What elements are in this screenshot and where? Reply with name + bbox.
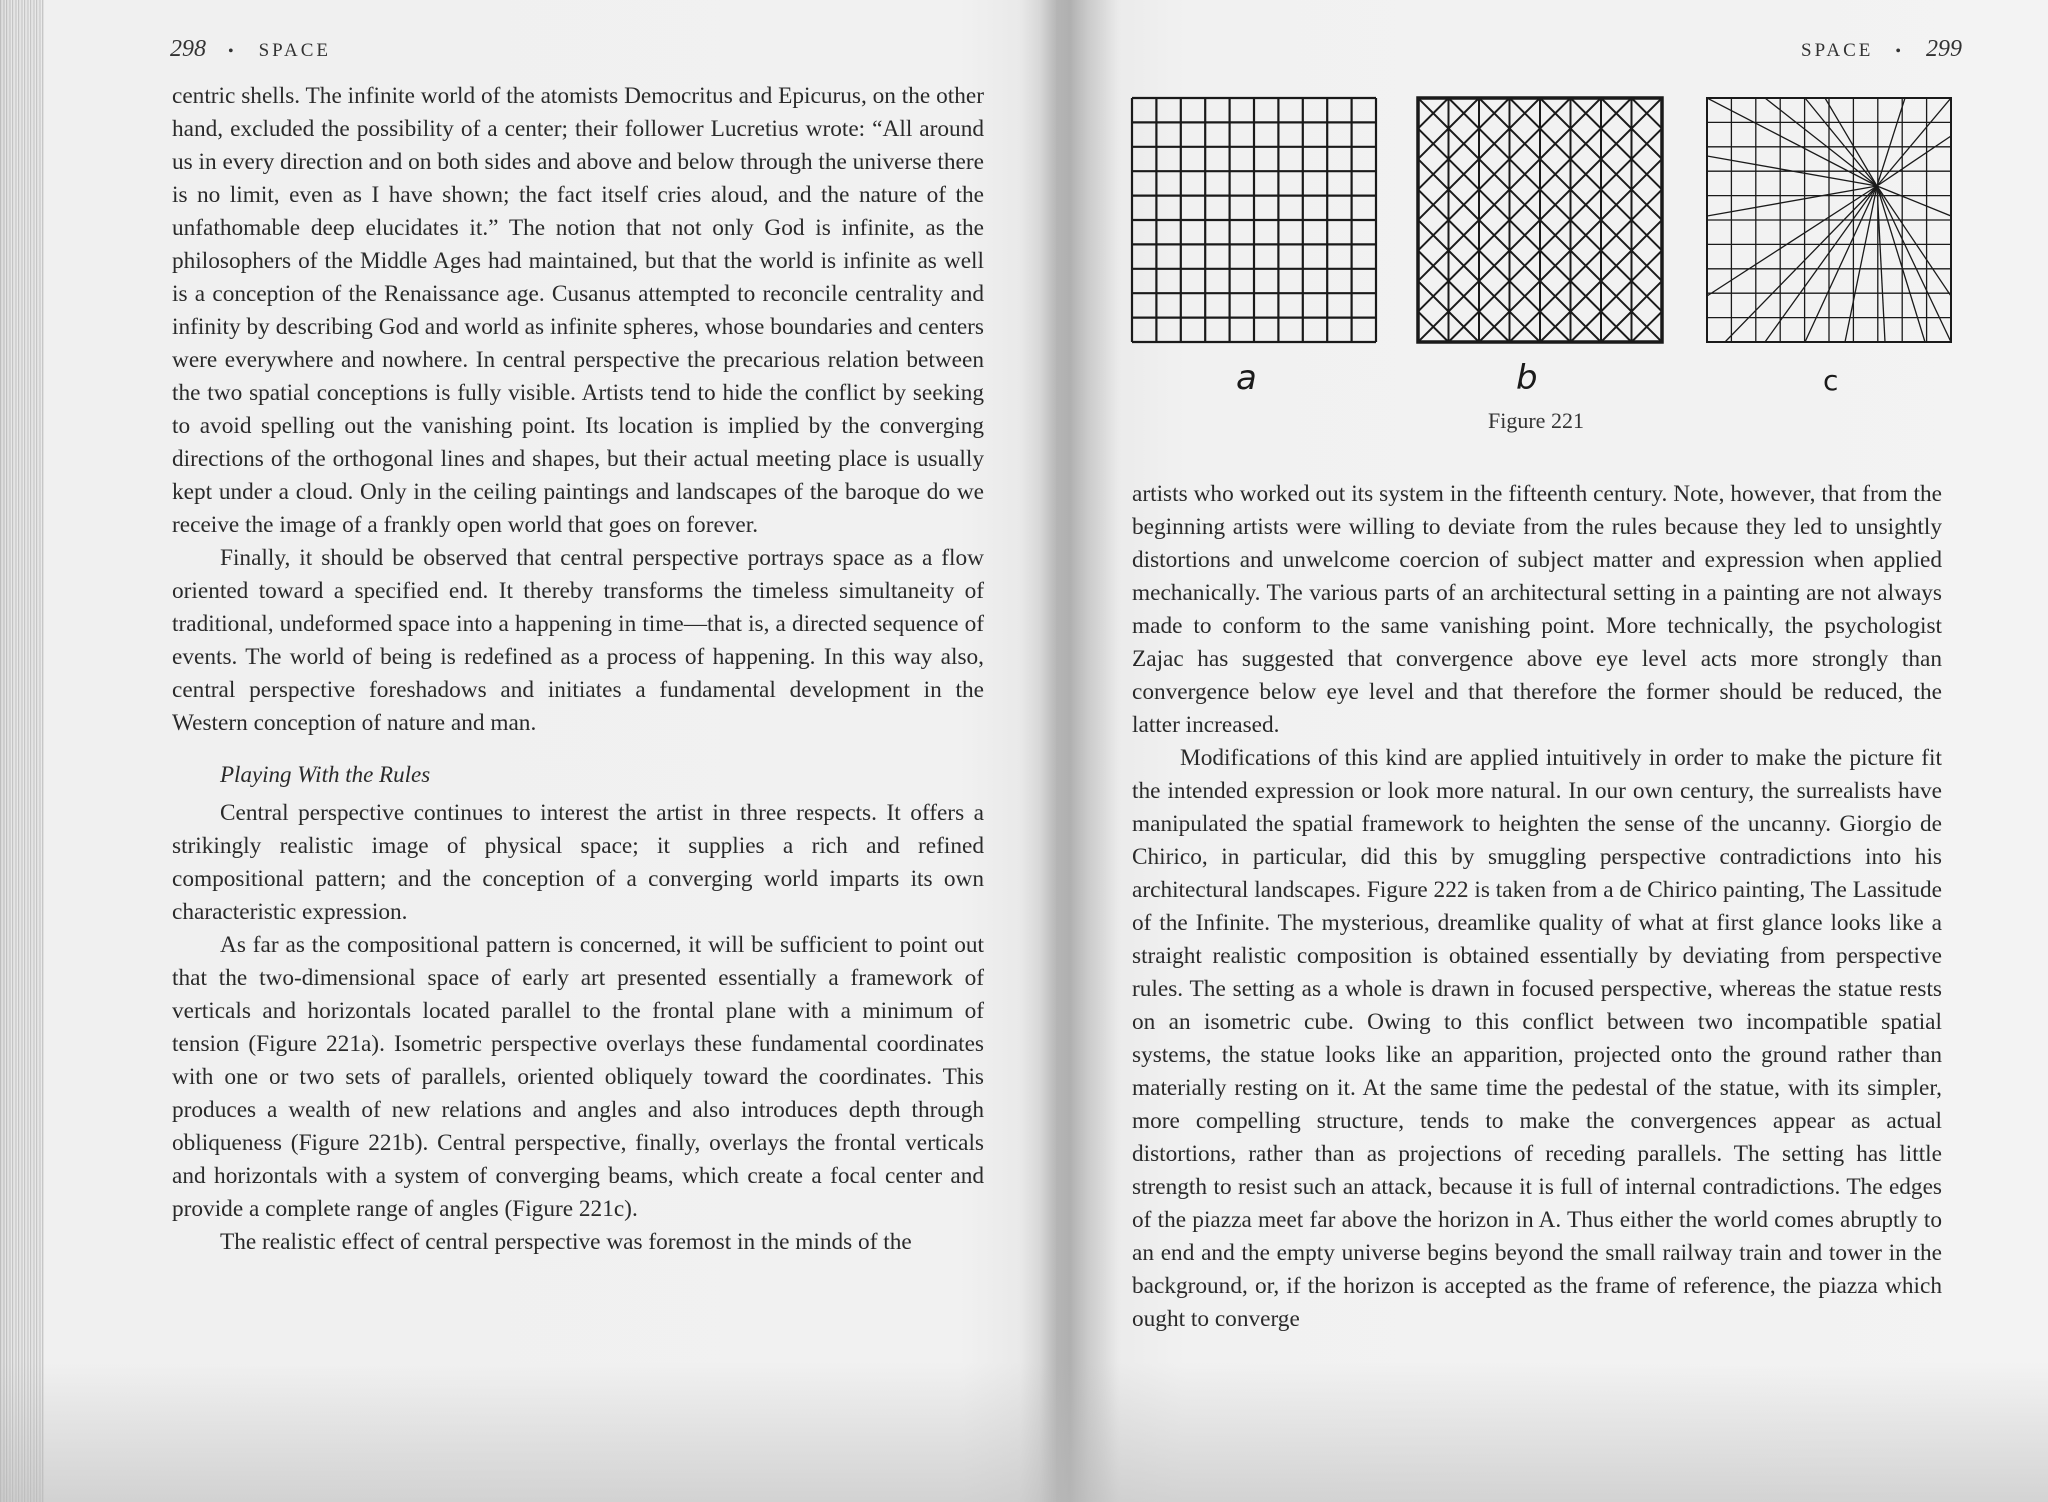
paragraph: Central perspective continues to interest the artist in three respects. It offers a strikingly realistic image of physical space; it supplies a rich and refined compositional pattern; and the conception of a converging world imparts its own characteristic expression. (172, 800, 984, 925)
paragraph: As far as the compositional pattern is concerned, it will be sufficient to point out that the two-dimensional space of early art presented essentially a framework of verticals and horizontals located parallel to the frontal plane with a minimum of tension (Figure 221a). Isometric perspective overlays these fundamental coordinates with one or two sets of parallels, oriented obliquely toward the coordinates. This produces a wealth of new relations and angles and also introduces depth through obliqueness (Figure 221b). Central perspective, finally, overlays the frontal verticals and horizontals with a system of converging beams, which create a focal center and provide a complete range of angles (Figure 221c). (172, 932, 984, 1222)
left-running-title: SPACE (258, 40, 331, 61)
paragraph: artists who worked out its system in the fifteenth century. Note, however, that from the beginning artists were willing to deviate from the rules because they led to unsightly distortions and unwelcome coercion of subject matter and expression when applied mechanically. The various parts of an architectural setting in a painting are not always made to conform to the same vanishing point. More technically, the psychologist Zajac has suggested that convergence above eye level acts more strongly than convergence below eye level and that therefore the former should be reduced, the latter increased. (1132, 481, 1942, 738)
gutter-shadow (1040, 0, 1120, 1502)
oblique-line (1571, 98, 1665, 342)
separator-dot: • (228, 43, 237, 60)
right-folio: 299 (1926, 36, 1962, 62)
right-text-column (1132, 478, 1942, 1336)
figure-label-b: b (1516, 358, 1538, 398)
section-heading: Playing With the Rules (220, 762, 431, 787)
perspective-diagram-c (1705, 96, 1953, 344)
oblique-line (1571, 98, 1665, 342)
converging-beam (1877, 186, 1951, 342)
paragraph: Modifications of this kind are applied intuitively in order to make the picture fit the intended expression or look more natural. In our own century, the surrealists have manipulated the spatial framework to heighten the sense of the uncanny. Giorgio de Chirico, in particular, did this by smuggling perspective contradictions into his architectural landscapes. Figure 222 is taken from a de Chirico painting, The Lassitude of the Infinite. The mysterious, dreamlike quality of what at first glance looks like a straight realistic composition is obtained essentially by deviating from perspective rules. The setting as a whole is drawn in focused perspective, whereas the statue rests on an isometric cube. Owing to this conflict between two incompatible spatial systems, the statue looks like an apparition, projected onto the ground rather than materially resting on it. At the same time the pedestal of the statue, with its simpler, more compelling structure, tends to make the convergences appear as actual distortions, rather than as projections of receding parallels. The setting has little strength to resist such an attack, because it is full of internal contradictions. The edges of the piazza meet far above the horizon in A. Thus either the world comes abruptly to an end and the empty universe begins beyond the small railway train and tower in the background, or, if the horizon is accepted as the frame of reference, the piazza which ought to converge (1132, 745, 1942, 1332)
figure-label-c: c (1823, 364, 1839, 397)
figure-caption: Figure 221 (1488, 408, 1584, 433)
converging-beam (1877, 186, 1951, 296)
grid-diagram-a (1130, 96, 1378, 344)
converging-beam (1877, 98, 1951, 186)
left-text-column (172, 80, 984, 1259)
separator-dot: • (1895, 43, 1904, 60)
right-running-head (1801, 36, 1962, 63)
figure-221 (1130, 96, 1950, 436)
paragraph: centric shells. The infinite world of the atomists Democritus and Epicurus, on the other hand, excluded the possibility of a center; their follower Lucretius wrote: “All around us in every direction and on both sides and above and below through the universe there is no limit, even as I have shown; the fact itself cries aloud, and the nature of the unfathomable deep elucidates it.” The notion that not only God is infinite, as the philosophers of the Middle Ages had maintained, but that the world is infinite as well is a conception of the Renaissance age. Cusanus attempted to reconcile centrality and infinity by describing God and world as infinite spheres, whose boundaries and centers were everywhere and nowhere. In central perspective the precarious relation between the two spatial conceptions is fully visible. Artists tend to hide the conflict by seeking to avoid spelling out the vanishing point. Its location is implied by the converging directions of the orthogonal lines and shapes, but their actual meeting place is usually kept under a cloud. Only in the ceiling paintings and landscapes of the baroque do we receive the image of a frankly open world that goes on forever. (172, 83, 984, 538)
oblique-line (1416, 98, 1510, 342)
left-running-head (170, 36, 331, 63)
left-folio: 298 (170, 36, 206, 62)
converging-beam (1765, 98, 1877, 186)
converging-beam (1805, 98, 1877, 186)
page-bottom-shading (0, 1362, 2048, 1502)
converging-beam (1877, 98, 1905, 186)
converging-beam (1765, 186, 1877, 342)
figure-label-a: a (1236, 358, 1257, 398)
converging-beam (1877, 136, 1951, 186)
converging-beam (1877, 186, 1951, 216)
oblique-line (1416, 98, 1510, 342)
paragraph: The realistic effect of central perspective was foremost in the minds of the (220, 1229, 912, 1255)
isometric-diagram-b (1416, 96, 1664, 344)
right-running-title: SPACE (1801, 40, 1874, 61)
paragraph: Finally, it should be observed that central perspective portrays space as a flow oriented toward a specified end. It thereby transforms the timeless simultaneity of traditional, undeformed space into a happening in time—that is, a directed sequence of events. The world of being is redefined as a process of happening. In this way also, central perspective foreshadows and initiates a fundamental development in the Western conception of nature and man. (172, 545, 984, 736)
